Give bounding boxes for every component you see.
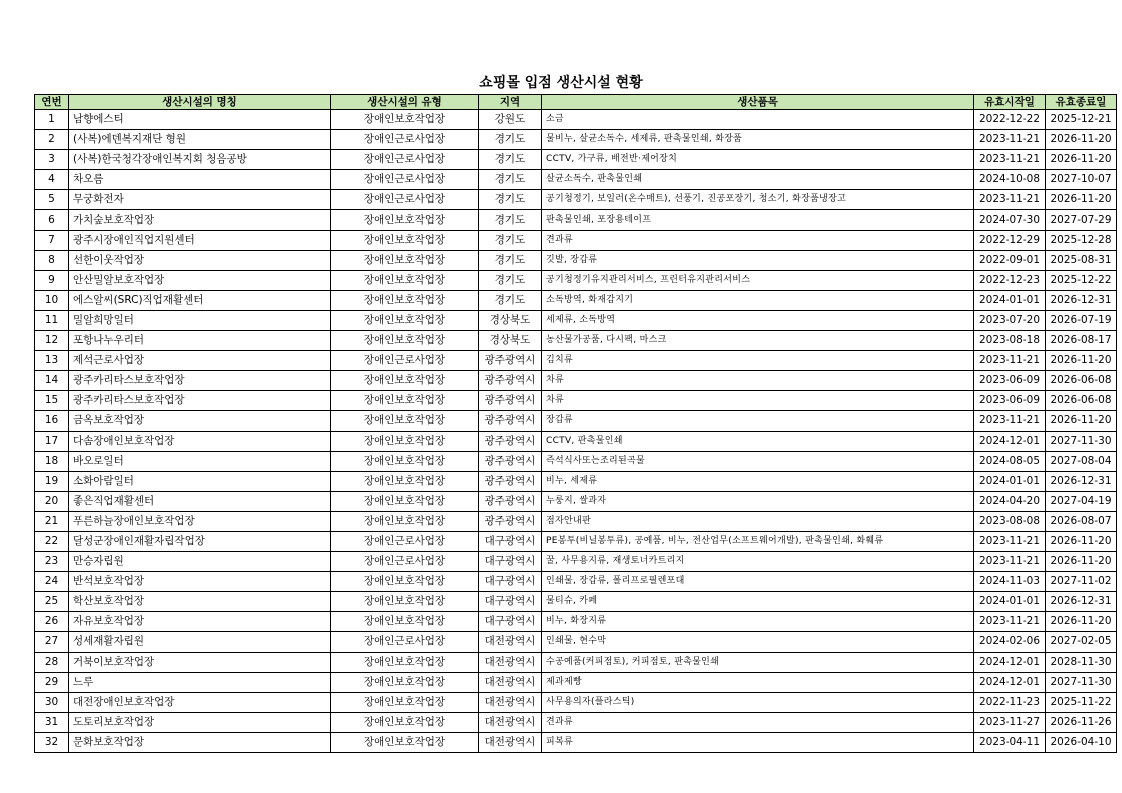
region: 광주광역시 (479, 451, 542, 471)
facility-name: 자유보호작업장 (69, 612, 331, 632)
row-number: 31 (35, 712, 69, 732)
region: 광주광역시 (479, 491, 542, 511)
facility-type: 장애인보호작업장 (331, 331, 479, 351)
facility-type: 장애인보호작업장 (331, 692, 479, 712)
region: 대전광역시 (479, 692, 542, 712)
end-date: 2027-11-02 (1046, 572, 1117, 592)
facility-name: (사복)에덴복지재단 형원 (69, 130, 331, 150)
facility-name: 금옥보호작업장 (69, 411, 331, 431)
products: 견과류 (542, 230, 974, 250)
start-date: 2023-11-21 (974, 411, 1046, 431)
end-date: 2026-11-20 (1046, 190, 1117, 210)
row-number: 21 (35, 511, 69, 531)
row-number: 26 (35, 612, 69, 632)
end-date: 2027-11-30 (1046, 431, 1117, 451)
region: 경기도 (479, 230, 542, 250)
row-number: 27 (35, 632, 69, 652)
row-number: 22 (35, 531, 69, 551)
region: 대구광역시 (479, 572, 542, 592)
row-number: 13 (35, 351, 69, 371)
start-date: 2024-12-01 (974, 431, 1046, 451)
row-number: 20 (35, 491, 69, 511)
products: 물비누, 살균소독수, 세제류, 판촉물인쇄, 화장품 (542, 130, 974, 150)
row-number: 14 (35, 371, 69, 391)
region: 대전광역시 (479, 652, 542, 672)
start-date: 2023-04-11 (974, 732, 1046, 752)
facility-name: 달성군장애인재활자립작업장 (69, 531, 331, 551)
products: 깃발, 장갑류 (542, 250, 974, 270)
facility-name: 제석근로사업장 (69, 351, 331, 371)
facility-name: 푸른하늘장애인보호작업장 (69, 511, 331, 531)
facility-type: 장애인근로사업장 (331, 170, 479, 190)
start-date: 2024-02-06 (974, 632, 1046, 652)
table-row (35, 592, 1117, 612)
facility-type: 장애인보호작업장 (331, 270, 479, 290)
products: 소금 (542, 110, 974, 130)
region: 광주광역시 (479, 471, 542, 491)
facility-type: 장애인보호작업장 (331, 471, 479, 491)
table-row (35, 411, 1117, 431)
start-date: 2023-11-21 (974, 552, 1046, 572)
facility-type: 장애인보호작업장 (331, 572, 479, 592)
table-row (35, 250, 1117, 270)
table-row (35, 652, 1117, 672)
products: 세제류, 소독방역 (542, 310, 974, 330)
products: 소독방역, 화재감지기 (542, 290, 974, 310)
row-number: 24 (35, 572, 69, 592)
facility-name: 좋은직업재활센터 (69, 491, 331, 511)
region: 광주광역시 (479, 411, 542, 431)
end-date: 2027-07-29 (1046, 210, 1117, 230)
facility-name: 선한이웃작업장 (69, 250, 331, 270)
table-row (35, 451, 1117, 471)
facility-name: 도토리보호작업장 (69, 712, 331, 732)
col-header-products: 생산품목 (542, 95, 974, 110)
products: 장갑류 (542, 411, 974, 431)
products: 피복류 (542, 732, 974, 752)
products: 차류 (542, 391, 974, 411)
products: 김치류 (542, 351, 974, 371)
end-date: 2027-10-07 (1046, 170, 1117, 190)
products: 인쇄물, 장갑류, 폴리프로필렌포대 (542, 572, 974, 592)
facility-name: 바오로일터 (69, 451, 331, 471)
facility-name: 안산밀알보호작업장 (69, 270, 331, 290)
table-row (35, 391, 1117, 411)
facility-name: 무궁화전자 (69, 190, 331, 210)
region: 대전광역시 (479, 632, 542, 652)
table-row (35, 712, 1117, 732)
end-date: 2027-08-04 (1046, 451, 1117, 471)
start-date: 2023-06-09 (974, 391, 1046, 411)
start-date: 2024-10-08 (974, 170, 1046, 190)
row-number: 17 (35, 431, 69, 451)
products: 공기청정기유지관리서비스, 프린터유지관리서비스 (542, 270, 974, 290)
start-date: 2024-04-20 (974, 491, 1046, 511)
col-header-no: 연번 (35, 95, 69, 110)
products: 제과제빵 (542, 672, 974, 692)
products: 점자안내판 (542, 511, 974, 531)
end-date: 2026-11-26 (1046, 712, 1117, 732)
products: 꿀, 사무용지류, 재생토너카트리지 (542, 552, 974, 572)
products: 공기청정기, 보일러(온수매트), 선풍기, 진공포장기, 청소기, 화장품냉장고 (542, 190, 974, 210)
facility-name: 다솜장애인보호작업장 (69, 431, 331, 451)
table-row (35, 130, 1117, 150)
table-row (35, 310, 1117, 330)
facility-type: 장애인보호작업장 (331, 110, 479, 130)
facility-type: 장애인근로사업장 (331, 130, 479, 150)
table-row (35, 230, 1117, 250)
region: 광주광역시 (479, 371, 542, 391)
row-number: 9 (35, 270, 69, 290)
start-date: 2023-06-09 (974, 371, 1046, 391)
table-row (35, 290, 1117, 310)
region: 광주광역시 (479, 511, 542, 531)
facility-name: 학산보호작업장 (69, 592, 331, 612)
facility-name: 광주카리타스보호작업장 (69, 391, 331, 411)
row-number: 18 (35, 451, 69, 471)
region: 광주광역시 (479, 351, 542, 371)
row-number: 8 (35, 250, 69, 270)
row-number: 32 (35, 732, 69, 752)
table-row (35, 471, 1117, 491)
region: 경기도 (479, 190, 542, 210)
facility-name: 문화보호작업장 (69, 732, 331, 752)
region: 경기도 (479, 210, 542, 230)
row-number: 28 (35, 652, 69, 672)
header-row (35, 95, 1117, 110)
table-row (35, 692, 1117, 712)
start-date: 2024-01-01 (974, 290, 1046, 310)
row-number: 5 (35, 190, 69, 210)
products: 비누, 화장지류 (542, 612, 974, 632)
region: 대전광역시 (479, 672, 542, 692)
col-header-region: 지역 (479, 95, 542, 110)
page-title: 쇼핑몰 입점 생산시설 현황 (479, 75, 643, 91)
region: 대전광역시 (479, 712, 542, 732)
facility-name: 소화아람일터 (69, 471, 331, 491)
row-number: 19 (35, 471, 69, 491)
products: 인쇄물, 현수막 (542, 632, 974, 652)
row-number: 6 (35, 210, 69, 230)
facility-type: 장애인보호작업장 (331, 491, 479, 511)
start-date: 2022-12-22 (974, 110, 1046, 130)
facility-name: 만승자립원 (69, 552, 331, 572)
table-row (35, 552, 1117, 572)
region: 경상북도 (479, 310, 542, 330)
end-date: 2026-06-08 (1046, 371, 1117, 391)
table-row (35, 572, 1117, 592)
facility-type: 장애인보호작업장 (331, 592, 479, 612)
row-number: 11 (35, 310, 69, 330)
products: 차류 (542, 371, 974, 391)
region: 강원도 (479, 110, 542, 130)
table-row (35, 672, 1117, 692)
facility-type: 장애인근로사업장 (331, 531, 479, 551)
region: 경기도 (479, 250, 542, 270)
start-date: 2023-11-21 (974, 612, 1046, 632)
row-number: 30 (35, 692, 69, 712)
start-date: 2024-01-01 (974, 471, 1046, 491)
table-row (35, 612, 1117, 632)
table-row (35, 511, 1117, 531)
start-date: 2024-07-30 (974, 210, 1046, 230)
facility-name: 광주시장애인직업지원센터 (69, 230, 331, 250)
table-row (35, 170, 1117, 190)
table-row (35, 371, 1117, 391)
end-date: 2025-12-22 (1046, 270, 1117, 290)
facility-name: 에스알씨(SRC)직업재활센터 (69, 290, 331, 310)
end-date: 2027-04-19 (1046, 491, 1117, 511)
region: 경상북도 (479, 331, 542, 351)
start-date: 2023-07-20 (974, 310, 1046, 330)
start-date: 2022-09-01 (974, 250, 1046, 270)
facility-type: 장애인보호작업장 (331, 250, 479, 270)
start-date: 2023-11-21 (974, 531, 1046, 551)
region: 대전광역시 (479, 732, 542, 752)
table-row (35, 431, 1117, 451)
col-header-type: 생산시설의 유형 (331, 95, 479, 110)
products: 사무용의자(플라스틱) (542, 692, 974, 712)
start-date: 2024-12-01 (974, 652, 1046, 672)
col-header-end-date: 유효종료일 (1046, 95, 1117, 110)
end-date: 2026-12-31 (1046, 290, 1117, 310)
facility-name: 반석보호작업장 (69, 572, 331, 592)
row-number: 10 (35, 290, 69, 310)
facility-name: 광주카리타스보호작업장 (69, 371, 331, 391)
facility-name: (사복)한국청각장애인복지회 청음공방 (69, 150, 331, 170)
row-number: 29 (35, 672, 69, 692)
facility-name: 대전장애인보호작업장 (69, 692, 331, 712)
end-date: 2027-11-30 (1046, 672, 1117, 692)
facility-type: 장애인보호작업장 (331, 310, 479, 330)
table-row (35, 491, 1117, 511)
start-date: 2024-12-01 (974, 672, 1046, 692)
products: PE봉투(비닐봉투류), 공예품, 비누, 전산업무(소프트웨어개발), 판촉물인쇄, 화훼류 (542, 531, 974, 551)
end-date: 2025-12-21 (1046, 110, 1117, 130)
region: 경기도 (479, 290, 542, 310)
facility-type: 장애인근로사업장 (331, 150, 479, 170)
facility-type: 장애인보호작업장 (331, 612, 479, 632)
end-date: 2026-12-31 (1046, 471, 1117, 491)
end-date: 2026-08-17 (1046, 331, 1117, 351)
table-row (35, 632, 1117, 652)
table-row (35, 210, 1117, 230)
start-date: 2024-01-01 (974, 592, 1046, 612)
facility-type: 장애인보호작업장 (331, 511, 479, 531)
end-date: 2025-08-31 (1046, 250, 1117, 270)
products: CCTV, 판촉물인쇄 (542, 431, 974, 451)
end-date: 2026-11-20 (1046, 351, 1117, 371)
table-row (35, 351, 1117, 371)
facility-type: 장애인근로사업장 (331, 351, 479, 371)
region: 대구광역시 (479, 592, 542, 612)
end-date: 2027-02-05 (1046, 632, 1117, 652)
facility-name: 밀알희망일터 (69, 310, 331, 330)
products: 즉석식사또는조리된곡물 (542, 451, 974, 471)
facility-name: 남향에스티 (69, 110, 331, 130)
row-number: 7 (35, 230, 69, 250)
region: 광주광역시 (479, 391, 542, 411)
start-date: 2024-11-03 (974, 572, 1046, 592)
facility-type: 장애인보호작업장 (331, 732, 479, 752)
row-number: 15 (35, 391, 69, 411)
start-date: 2022-12-29 (974, 230, 1046, 250)
end-date: 2026-11-20 (1046, 552, 1117, 572)
start-date: 2023-11-27 (974, 712, 1046, 732)
facility-type: 장애인보호작업장 (331, 371, 479, 391)
facility-type: 장애인보호작업장 (331, 451, 479, 471)
products: 견과류 (542, 712, 974, 732)
facility-type: 장애인보호작업장 (331, 230, 479, 250)
products: 살균소독수, 판촉물인쇄 (542, 170, 974, 190)
region: 대구광역시 (479, 531, 542, 551)
facility-table (34, 94, 1117, 753)
facility-type: 장애인보호작업장 (331, 672, 479, 692)
end-date: 2025-12-28 (1046, 230, 1117, 250)
products: 비누, 세제류 (542, 471, 974, 491)
facility-type: 장애인보호작업장 (331, 652, 479, 672)
end-date: 2026-11-20 (1046, 150, 1117, 170)
products: 누룽지, 쌀과자 (542, 491, 974, 511)
table-row (35, 150, 1117, 170)
facility-type: 장애인보호작업장 (331, 431, 479, 451)
end-date: 2026-12-31 (1046, 592, 1117, 612)
table-row (35, 190, 1117, 210)
products: 물티슈, 카페 (542, 592, 974, 612)
facility-name: 거북이보호작업장 (69, 652, 331, 672)
facility-name: 차오름 (69, 170, 331, 190)
region: 대구광역시 (479, 612, 542, 632)
start-date: 2023-11-21 (974, 190, 1046, 210)
row-number: 2 (35, 130, 69, 150)
table-row (35, 732, 1117, 752)
row-number: 3 (35, 150, 69, 170)
end-date: 2025-11-22 (1046, 692, 1117, 712)
start-date: 2022-12-23 (974, 270, 1046, 290)
start-date: 2023-08-18 (974, 331, 1046, 351)
table-row (35, 531, 1117, 551)
table-row (35, 110, 1117, 130)
products: 판촉물인쇄, 포장용테이프 (542, 210, 974, 230)
region: 경기도 (479, 150, 542, 170)
row-number: 23 (35, 552, 69, 572)
end-date: 2028-11-30 (1046, 652, 1117, 672)
row-number: 16 (35, 411, 69, 431)
facility-type: 장애인근로사업장 (331, 552, 479, 572)
start-date: 2024-08-05 (974, 451, 1046, 471)
row-number: 25 (35, 592, 69, 612)
start-date: 2023-08-08 (974, 511, 1046, 531)
table-row (35, 331, 1117, 351)
products: 수공예품(커피점토), 커피점토, 판촉물인쇄 (542, 652, 974, 672)
facility-type: 장애인근로사업장 (331, 190, 479, 210)
end-date: 2026-07-19 (1046, 310, 1117, 330)
row-number: 4 (35, 170, 69, 190)
col-header-start-date: 유효시작일 (974, 95, 1046, 110)
region: 대구광역시 (479, 552, 542, 572)
table-row (35, 270, 1117, 290)
start-date: 2023-11-21 (974, 351, 1046, 371)
row-number: 1 (35, 110, 69, 130)
start-date: 2023-11-21 (974, 150, 1046, 170)
facility-name: 포항나누우리터 (69, 331, 331, 351)
row-number: 12 (35, 331, 69, 351)
end-date: 2026-11-20 (1046, 531, 1117, 551)
products: CCTV, 가구류, 배전반·제어장치 (542, 150, 974, 170)
region: 경기도 (479, 170, 542, 190)
facility-type: 장애인보호작업장 (331, 290, 479, 310)
table-body (35, 110, 1117, 753)
end-date: 2026-08-07 (1046, 511, 1117, 531)
end-date: 2026-04-10 (1046, 732, 1117, 752)
facility-type: 장애인보호작업장 (331, 411, 479, 431)
facility-name: 성세재활자립원 (69, 632, 331, 652)
products: 농산물가공품, 다시팩, 마스크 (542, 331, 974, 351)
end-date: 2026-11-20 (1046, 411, 1117, 431)
col-header-name: 생산시설의 명칭 (69, 95, 331, 110)
facility-type: 장애인근로사업장 (331, 632, 479, 652)
region: 경기도 (479, 130, 542, 150)
start-date: 2022-11-23 (974, 692, 1046, 712)
facility-type: 장애인보호작업장 (331, 712, 479, 732)
facility-name: 가치숲보호작업장 (69, 210, 331, 230)
region: 광주광역시 (479, 431, 542, 451)
end-date: 2026-11-20 (1046, 612, 1117, 632)
facility-type: 장애인보호작업장 (331, 210, 479, 230)
end-date: 2026-06-08 (1046, 391, 1117, 411)
facility-name: 느루 (69, 672, 331, 692)
start-date: 2023-11-21 (974, 130, 1046, 150)
facility-type: 장애인보호작업장 (331, 391, 479, 411)
end-date: 2026-11-20 (1046, 130, 1117, 150)
region: 경기도 (479, 270, 542, 290)
